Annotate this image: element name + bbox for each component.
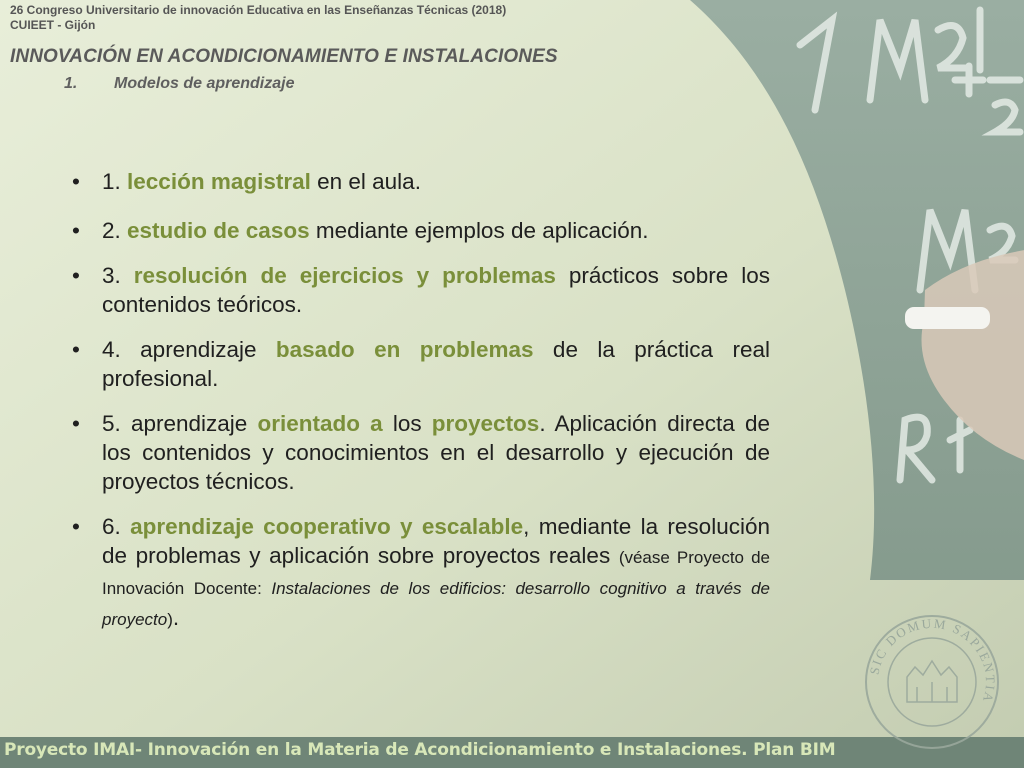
item-text: prácticos sobre los contenidos teóricos. [102,263,770,317]
item-text: los [382,411,432,436]
item-note-title: Instalaciones de los edificios: desarrollo cognitivo a través de proyecto [102,579,771,629]
item-note: ) [167,610,173,629]
item-note: (véase Proyecto de Innovación Docente: [102,548,771,598]
list-item [70,261,770,319]
item-text: 2. [102,218,128,243]
conference-title: 26 Congreso Universitario de innovación Educativa en las Enseñanzas Técnicas (2018) [10,3,507,17]
item-text: . Aplicación directa de los contenidos y conocimientos en el desarrollo y ejecución de proyectos técnicos. [102,411,770,494]
item-text: 4. aprendizaje [102,337,276,362]
list-item [70,409,770,496]
item-text: , mediante la resolución de problemas y aplicación sobre proyectos reales [102,514,770,568]
item-text: en el aula. [310,169,421,194]
item-text: 5. aprendizaje [102,411,258,436]
subtitle-number: 1. [64,75,78,92]
item-text: . [172,605,180,630]
item-text: 1. [102,169,128,194]
footer-text: Proyecto IMAI- Innovación en la Materia de Acondicionamiento e Instalaciones. Plan BIM [4,740,836,760]
list-item [70,167,770,196]
subtitle-text: Modelos de aprendizaje [114,75,295,92]
item-highlight: orientado a [257,411,383,436]
item-highlight: aprendizaje cooperativo y escalable [130,514,524,539]
list-item [70,335,770,393]
item-highlight: basado en problemas [275,337,534,362]
item-text: 3. [102,263,134,288]
slide-title: INNOVACIÓN EN ACONDICIONAMIENTO E INSTALACIONES [10,46,558,67]
item-highlight: resolución de ejercicios y problemas [133,263,556,288]
item-text: mediante ejemplos de aplicación. [309,218,649,243]
chalk-stick [905,307,990,329]
seal-text: SIC DOMUM SAPIENTIA [866,615,999,706]
item-highlight: proyectos [431,411,540,436]
item-highlight: lección magistral [127,169,311,194]
slide-subtitle [64,75,294,93]
list-item [70,512,770,634]
item-text: 6. [102,514,131,539]
learning-models-list [70,167,770,654]
university-seal [862,612,1002,752]
item-highlight: estudio de casos [127,218,310,243]
item-text: de la práctica real profesional. [102,337,770,391]
list-item [70,216,770,245]
conference-location: CUIEET - Gijón [10,18,96,32]
